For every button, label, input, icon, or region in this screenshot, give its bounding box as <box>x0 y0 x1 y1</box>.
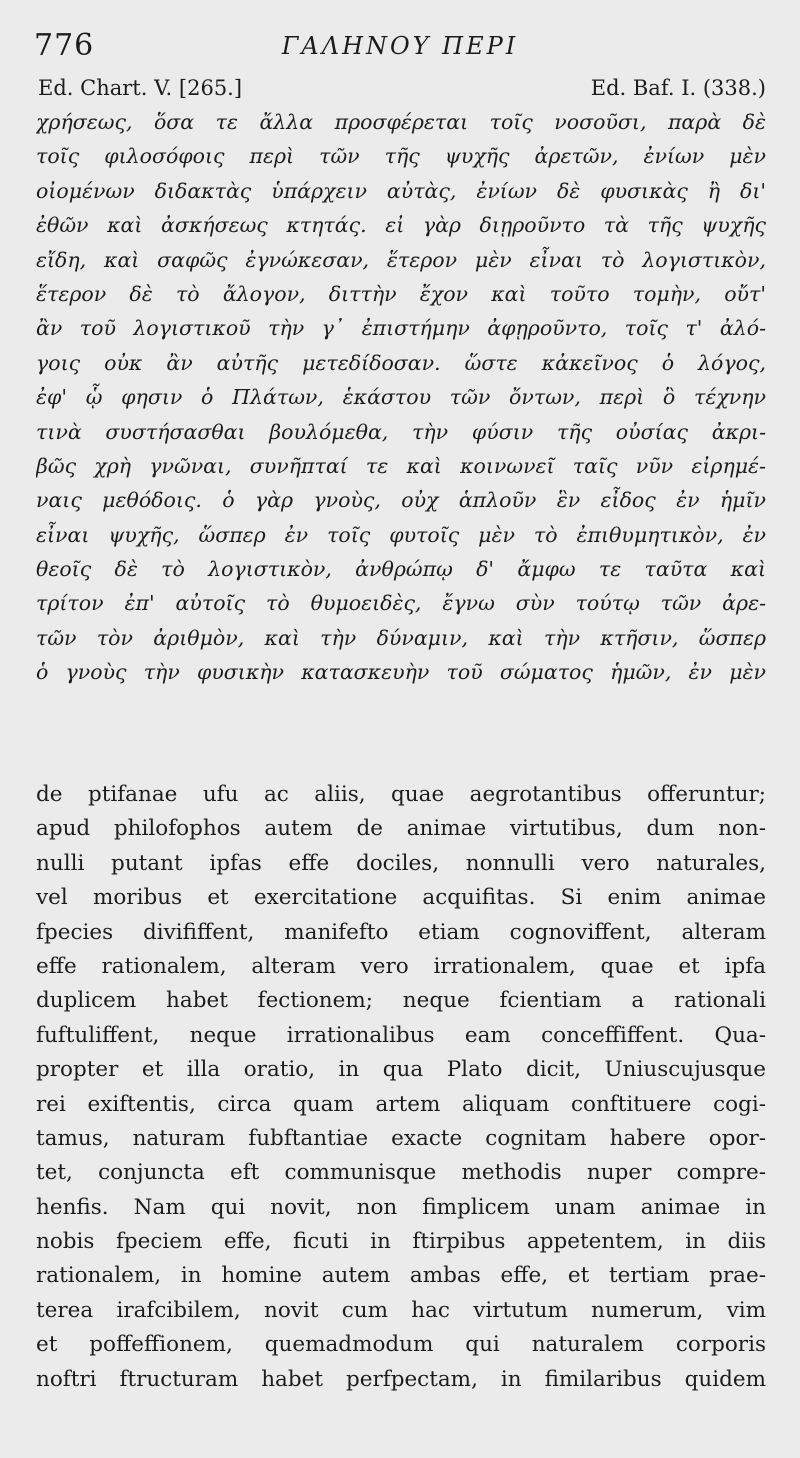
latin-text-line: rei exiftentis, circa quam artem aliquam conftituere cogi- <box>36 1091 766 1117</box>
latin-text-line: nulli putant ipfas effe dociles, nonnulli vero naturales, <box>36 850 766 876</box>
edition-references <box>38 76 766 104</box>
greek-text-line: εἴδη, καὶ σαφῶς ἐγνώκεσαν, ἕτερον μὲν εἶναι τὸ λογιστικὸν, <box>36 247 766 272</box>
latin-text-line: apud philofophos autem de animae virtutibus, dum non- <box>36 816 766 842</box>
greek-text-line: τρίτον ἐπ' αὐτοῖς τὸ θυμοειδὲς, ἔγνω σὺν τούτῳ τῶν ἀρε- <box>36 591 766 616</box>
greek-text-line: θεοῖς δὲ τὸ λογιστικὸν, ἀνθρώπῳ δ' ἄμφω τε ταῦτα καὶ <box>36 557 766 582</box>
edition-ref-basel: Ed. Baf. I. (338.) <box>590 76 766 100</box>
latin-text-line: duplicem habet fectionem; neque fcientiam a rationali <box>36 988 766 1014</box>
greek-text-line: ὁ γνοὺς τὴν φυσικὴν κατασκευὴν τοῦ σώματος ἡμῶν, ἐν μὲν <box>36 660 766 685</box>
greek-text-line: τινὰ συστήσασθαι βουλόμεθα, τὴν φύσιν τῆς οὐσίας ἀκρι- <box>36 419 766 444</box>
latin-text-block <box>36 778 766 1397</box>
latin-text-line: tamus, naturam fubftantiae exacte cognitam habere opor- <box>36 1125 766 1151</box>
greek-text-block <box>36 105 766 690</box>
greek-text-line: ναις μεθόδοις. ὁ γὰρ γνοὺς, οὐχ ἁπλοῦν ἓν εἶδος ἐν ἡμῖν <box>36 488 766 513</box>
latin-text-line: terea irafcibilem, novit cum hac virtutum numerum, vim <box>36 1297 766 1323</box>
latin-text-line: effe rationalem, alteram vero irrationalem, quae et ipfa <box>36 953 766 979</box>
latin-text-line: fuftuliffent, neque irrationalibus eam conceffiffent. Qua- <box>36 1022 766 1048</box>
greek-text-line: ἕτερον δὲ τὸ ἄλογον, διττὴν ἔχον καὶ τοῦτο τομὴν, οὔτ' <box>36 281 766 306</box>
greek-text-line: τῶν τὸν ἀριθμὸν, καὶ τὴν δύναμιν, καὶ τὴν κτῆσιν, ὥσπερ <box>36 625 766 650</box>
latin-text-line: nobis fpeciem effe, ficuti in ftirpibus appetentem, in diis <box>36 1229 766 1255</box>
greek-text-line: βῶς χρὴ γνῶναι, συνῆπταί τε καὶ κοινωνεῖ ταῖς νῦν εἰρημέ- <box>36 453 766 478</box>
latin-text-line: et poffeffionem, quemadmodum qui naturalem corporis <box>36 1332 766 1358</box>
latin-text-line: noftri ftructuram habet perfpectam, in fimilaribus quidem <box>36 1366 766 1392</box>
greek-text-line: εἶναι ψυχῆς, ὥσπερ ἐν τοῖς φυτοῖς μὲν τὸ ἐπιθυμητικὸν, ἐν <box>36 522 766 547</box>
latin-text-line: rationalem, in homine autem ambas effe, et tertiam prae- <box>36 1263 766 1289</box>
latin-text-line: propter et illa oratio, in qua Plato dicit, Uniuscujusque <box>36 1057 766 1083</box>
edition-ref-chartier: Ed. Chart. V. [265.] <box>38 76 243 100</box>
latin-text-line: vel moribus et exercitatione acquifitas. Si enim animae <box>36 885 766 911</box>
page-header <box>34 22 766 66</box>
greek-text-line: τοῖς φιλοσόφοις περὶ τῶν τῆς ψυχῆς ἀρετῶν, ἐνίων μὲν <box>36 144 766 169</box>
page-number: 776 <box>34 28 95 63</box>
latin-text-line: henfis. Nam qui novit, non fimplicem unam animae in <box>36 1194 766 1220</box>
greek-text-line: χρήσεως, ὅσα τε ἄλλα προσφέρεται τοῖς νοσοῦσι, παρὰ δὲ <box>36 110 766 134</box>
greek-text-line: οἰομένων διδακτὰς ὑπάρχειν αὐτὰς, ἐνίων δὲ φυσικὰς ἢ δι' <box>36 178 766 203</box>
latin-text-line: tet, conjuncta eft communisque methodis nuper compre- <box>36 1160 766 1186</box>
greek-text-line: γοις οὐκ ἂν αὐτῆς μετεδίδοσαν. ὥστε κἀκεῖνος ὁ λόγος, <box>36 350 766 375</box>
greek-text-line: ἐθῶν καὶ ἀσκήσεως κτητάς. εἰ γὰρ διῃροῦντο τὰ τῆς ψυχῆς <box>36 213 766 238</box>
latin-text-line: de ptifanae ufu ac aliis, quae aegrotantibus offeruntur; <box>36 782 766 807</box>
greek-text-line: ἐφ' ᾧ φησιν ὁ Πλάτων, ἑκάστου τῶν ὄντων, περὶ ὃ τέχνην <box>36 385 766 410</box>
greek-text-line: ἂν τοῦ λογιστικοῦ τὴν γ᾽ ἐπιστήμην ἀφῃροῦντο, τοῖς τ' ἀλό- <box>36 316 766 341</box>
running-head: ΓΑΛΗΝΟΥ ΠΕΡΙ <box>281 32 519 60</box>
latin-text-line: fpecies divififfent, manifefto etiam cognoviffent, alteram <box>36 919 766 945</box>
